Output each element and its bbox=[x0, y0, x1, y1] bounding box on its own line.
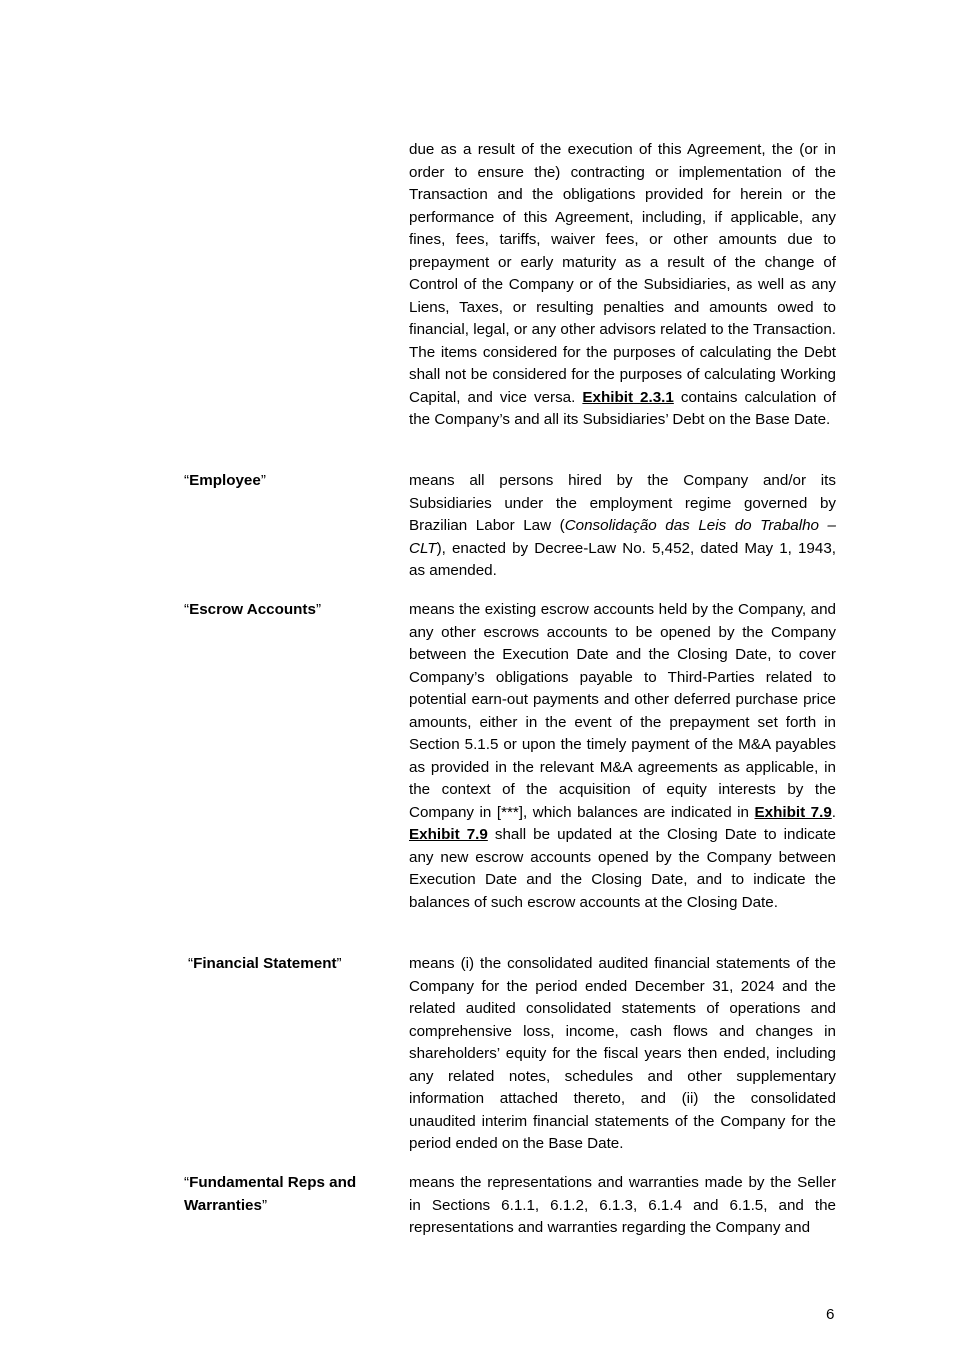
exhibit-reference: Exhibit 2.3.1 bbox=[582, 388, 674, 406]
exhibit-reference: Exhibit 7.9 bbox=[409, 826, 488, 843]
exhibit-reference: Exhibit 7.9 bbox=[754, 803, 832, 821]
page-number: 6 bbox=[826, 1306, 835, 1323]
definition-body-fundamental-reps: means the representations and warranties made by the Seller in Sections 6.1.1, 6.1.2, 6.1.3, 6.1.4 and 6.1.5, and the representations and warranties regarding the Company and bbox=[409, 1174, 836, 1236]
definition-body-financial-statement: means (i) the consolidated audited financial statements of the Company for the period ended December 31, 2024 and the related audited consolidated statements of operations and comprehensive loss, income, cash flows and changes in shareholders’ equity for the fiscal years then ended, including any related notes, schedules and other supplementary information attached thereto, and (ii) the consolidated unaudited interim financial statements of the Company for the period ended on the Base Date. bbox=[409, 955, 836, 1152]
definition-term-escrow-accounts: “Escrow Accounts” bbox=[184, 601, 322, 618]
paragraph-text: contains calculation of the Company’s and all its Subsidiaries’ Debt on the Base Date. bbox=[409, 388, 836, 428]
definition-term-financial-statement: “Financial Statement” bbox=[188, 955, 342, 972]
debt-definition-continuation bbox=[409, 139, 836, 432]
definition-body-employee: means all persons hired by the Company and/or its Subsidiaries under the employment regime governed by Brazilian Labor Law (Consolidação das Leis do Trabalho – CLT), enacted by Decree-Law No. 5,452, dated May 1, 1943, as amended. bbox=[409, 472, 836, 579]
definition-term-fundamental-reps: “Fundamental Reps and Warranties” bbox=[184, 1174, 357, 1214]
definition-body-escrow-accounts: means the existing escrow accounts held by the Company, and any other escrows accounts to be opened by the Company between the Execution Date and the Closing Date, to cover Company’s obligations payable to Third-Parties related to potential earn-out payments and other deferred purchase price amounts, either in the event of the prepayment set forth in Section 5.1.5 or upon the timely payment of the M&A payables as provided in the relevant M&A agreements as applicable, in the context of the acquisition of equity interests by the Company in [***], which balances are indicated in Exhibit 7.9. Exhibit 7.9 shall be updated at the Closing Date to indicate any new escrow accounts opened by the Company between Execution Date and the Closing Date, and to indicate the balances of such escrow accounts at the Closing Date. bbox=[409, 601, 837, 911]
definition-term-employee: “Employee” bbox=[184, 472, 266, 489]
paragraph-text: due as a result of the execution of this Agreement, the (or in order to ensure the) contracting or implementation of the Transaction and the obligations provided for herein or the performance of this Agreement, including, if applicable, any fines, fees, tariffs, waiver fees, or other amounts due to prepayment or early maturity as a result of the change of Control of the Company or of the Subsidiaries, as well as any Liens, Taxes, or resulting penalties and amounts owed to financial, legal, or any other advisors related to the Transaction. The items considered for the purposes of calculating the Debt shall not be considered for the purposes of calculating Working Capital, and vice versa. bbox=[409, 141, 836, 406]
